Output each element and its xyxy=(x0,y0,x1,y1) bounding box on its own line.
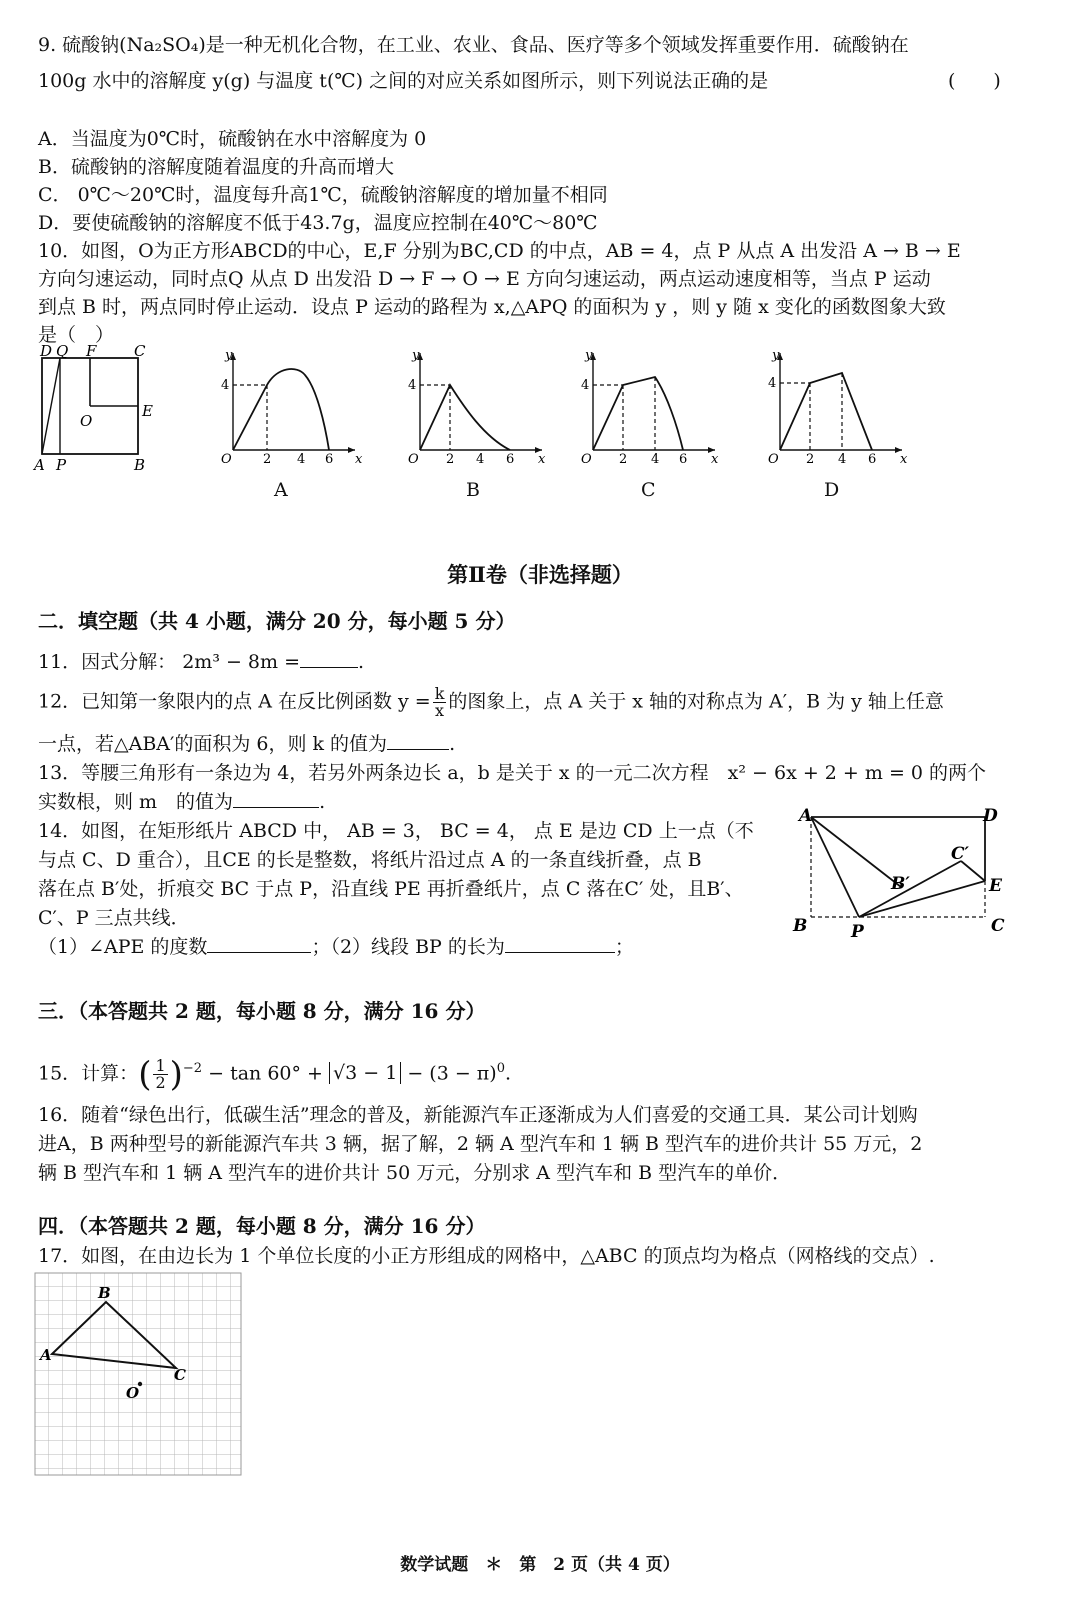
q9-answer-paren: ( ) xyxy=(948,70,1001,92)
q15-fraction: $\frac{1}{2}$ xyxy=(155,1055,166,1092)
q14-figure xyxy=(785,803,1045,943)
q14-line4: C′、P 三点共线． xyxy=(38,907,190,929)
svg-text:2: 2 xyxy=(619,452,628,467)
svg-text:C′: C′ xyxy=(951,844,970,864)
q16-line3: 辆 B 型汽车和 1 辆 A 型汽车的进价共计 50 万元，分别求 A 型汽车和 B 型汽车的单价． xyxy=(38,1162,792,1184)
graph-c-label: C xyxy=(641,479,656,501)
q14-subquestions: （1）∠APE 的度数 ；（2）线段 BP 的长为 ； xyxy=(38,932,634,962)
svg-text:4: 4 xyxy=(221,378,230,393)
svg-text:O: O xyxy=(221,452,232,467)
q17-line1: 17．如图，在由边长为 1 个单位长度的小正方形组成的网格中，△ABC 的顶点均为格点（网格线的交点）. xyxy=(38,1245,935,1267)
section2-title: 第Ⅱ卷（非选择题） xyxy=(447,562,633,587)
q10-line4: 是（ ） xyxy=(38,324,115,346)
q14-line2: 与点 C、D 重合），且CE 的长是整数，将纸片沿过点 A 的一条直线折叠，点 B xyxy=(38,849,702,871)
q9-option-a: A．当温度为0℃时，硫酸钠在水中溶解度为 0 xyxy=(38,128,427,150)
q10-graph-b xyxy=(392,345,552,470)
svg-text:2: 2 xyxy=(806,452,815,467)
svg-text:B: B xyxy=(98,1284,111,1302)
svg-text:O: O xyxy=(581,452,592,467)
curve-c xyxy=(593,377,683,450)
svg-text:D: D xyxy=(983,806,998,826)
q12-fraction: $\frac{k}{x}$ xyxy=(434,684,445,720)
segment-pc-prime xyxy=(859,861,961,917)
label-p: P xyxy=(56,456,67,474)
q15: 15．计算：( $\frac{1}{2}$ )$^{-2} - \tan 60^\circ + √3 - 1 - (3 - \pi)^0$. xyxy=(38,1054,512,1095)
label-f: F xyxy=(86,342,97,360)
svg-text:6: 6 xyxy=(868,452,877,467)
q10-line2: 方向匀速运动，同时点Q 从点 D 出发沿 D → F → O → E 方向匀速运动，两点运动速度相等，当点 P 运动 xyxy=(38,268,931,290)
q10-graph-d xyxy=(752,345,912,470)
label-d: D xyxy=(40,342,53,360)
svg-text:C: C xyxy=(174,1366,186,1384)
segment-aq xyxy=(42,358,60,454)
q12-line2: 一点，若△ABA′的面积为 6，则 k 的值为 . xyxy=(38,729,455,759)
svg-text:2: 2 xyxy=(446,452,455,467)
svg-text:x: x xyxy=(711,452,719,467)
q9-line1: 9. 硫酸钠(Na₂SO₄)是一种无机化合物，在工业、农业、食品、医疗等多个领域发挥重要作用．硫酸钠在 xyxy=(38,34,909,56)
label-a: A xyxy=(34,456,45,474)
curve-b xyxy=(420,385,510,450)
svg-text:y: y xyxy=(225,348,233,363)
svg-text:y: y xyxy=(412,348,420,363)
svg-text:P: P xyxy=(851,922,864,942)
svg-text:x: x xyxy=(355,452,363,467)
q11-answer-blank xyxy=(300,647,358,668)
section2-heading: 二．填空题（共 4 小题，满分 20 分，每小题 5 分） xyxy=(38,609,516,633)
svg-text:x: x xyxy=(900,452,908,467)
q9-line2: 100g 水中的溶解度 y(g) 与温度 t(℃) 之间的对应关系如图所示，则下列说法正确的是 xyxy=(38,70,769,92)
svg-text:y: y xyxy=(585,348,593,363)
label-c: C xyxy=(134,342,146,360)
q14-answer-blank-1 xyxy=(207,932,311,953)
graph-a-label: A xyxy=(274,479,288,501)
svg-text:2: 2 xyxy=(263,452,272,467)
q10-graph-a xyxy=(205,345,365,470)
q14-line1: 14．如图，在矩形纸片 ABCD 中， AB = 3， BC = 4， 点 E 是边 CD 上一点（不 xyxy=(38,820,754,842)
svg-text:6: 6 xyxy=(325,452,334,467)
svg-text:x: x xyxy=(538,452,546,467)
section3-heading: 三．（本答题共 2 题，每小题 8 分，满分 16 分） xyxy=(38,999,486,1023)
svg-text:4: 4 xyxy=(768,376,777,391)
svg-text:B′: B′ xyxy=(891,874,910,894)
svg-text:O: O xyxy=(408,452,419,467)
curve-d xyxy=(780,373,872,450)
q12-answer-blank xyxy=(387,729,449,750)
svg-text:6: 6 xyxy=(679,452,688,467)
q16-line2: 进A，B 两种型号的新能源汽车共 3 辆，据了解，2 辆 A 型汽车和 1 辆 B 型汽车的进价共计 55 万元，2 xyxy=(38,1133,923,1155)
q17-grid-figure xyxy=(34,1272,244,1478)
q14-answer-blank-2 xyxy=(505,932,615,953)
q16-line1: 16．随着“绿色出行，低碳生活”理念的普及，新能源汽车正逐渐成为人们喜爱的交通工具．某公司计划购 xyxy=(38,1104,918,1126)
fold-pe xyxy=(859,881,985,917)
svg-text:6: 6 xyxy=(506,452,515,467)
svg-text:O: O xyxy=(768,452,779,467)
label-q: Q xyxy=(56,342,69,360)
svg-text:y: y xyxy=(772,348,780,363)
svg-text:4: 4 xyxy=(581,378,590,393)
q10-square-figure xyxy=(30,342,170,482)
q10-graph-c xyxy=(565,345,725,470)
svg-text:4: 4 xyxy=(297,452,306,467)
q9-option-d: D．要使硫酸钠的溶解度不低于43.7g，温度应控制在40℃～80℃ xyxy=(38,212,598,234)
section4-heading: 四．（本答题共 2 题，每小题 8 分，满分 16 分） xyxy=(38,1214,486,1238)
q9-option-c: C． 0℃～20℃时，温度每升高1℃，硫酸钠溶解度的增加量不相同 xyxy=(38,184,608,206)
segment-c-prime-e xyxy=(961,861,985,881)
q15-absolute-value: √3 − 1 xyxy=(329,1062,401,1084)
q9-option-b: B．硫酸钠的溶解度随着温度的升高而增大 xyxy=(38,156,394,178)
grid xyxy=(35,1273,241,1475)
q12-line1: 12．已知第一象限内的点 A 在反比例函数 y = $\frac{k}{x}$ 的图象上，点 A 关于 x 轴的对称点为 A′，B 为 y 轴上任意 xyxy=(38,684,944,720)
graph-d-label: D xyxy=(824,479,840,501)
label-o: O xyxy=(80,412,93,430)
label-b: B xyxy=(134,456,146,474)
q13-answer-blank xyxy=(233,787,319,808)
svg-text:E: E xyxy=(989,876,1002,896)
svg-text:A: A xyxy=(799,806,813,826)
q10-line1: 10．如图，O为正方形ABCD的中心，E,F 分别为BC,CD 的中点，AB = 4，点 P 从点 A 出发沿 A → B → E xyxy=(38,240,961,262)
svg-text:C: C xyxy=(991,916,1005,936)
q14-line3: 落在点 B′处，折痕交 BC 于点 P，沿直线 PE 再折叠纸片，点 C 落在C′ 处，且B′、 xyxy=(38,878,744,900)
svg-text:4: 4 xyxy=(651,452,660,467)
q11: 11．因式分解： 2m³ − 8m = . xyxy=(38,647,364,677)
svg-text:4: 4 xyxy=(408,378,417,393)
page-footer: 数学试题 ＊ 第 2 页（共 4 页） xyxy=(400,1555,680,1575)
svg-text:4: 4 xyxy=(476,452,485,467)
graph-b-label: B xyxy=(466,479,480,501)
svg-text:4: 4 xyxy=(838,452,847,467)
q13-line1: 13．等腰三角形有一条边为 4，若另外两条边长 a，b 是关于 x 的一元二次方程 x² − 6x + 2 + m = 0 的两个 xyxy=(38,762,987,784)
curve-a xyxy=(233,369,329,450)
fold-ap xyxy=(811,817,859,917)
q10-line3: 到点 B 时，两点同时停止运动．设点 P 运动的路程为 x,△APQ 的面积为 y ，则 y 随 x 变化的函数图象大致 xyxy=(38,296,946,318)
svg-text:A: A xyxy=(40,1346,52,1364)
segment-ab-prime xyxy=(811,817,901,887)
q13-line2: 实数根，则 m 的值为 . xyxy=(38,787,325,817)
label-e: E xyxy=(142,402,153,420)
svg-text:B: B xyxy=(793,916,808,936)
svg-text:O: O xyxy=(126,1384,140,1402)
q11-text: 11．因式分解： 2m³ − 8m = xyxy=(38,651,301,673)
